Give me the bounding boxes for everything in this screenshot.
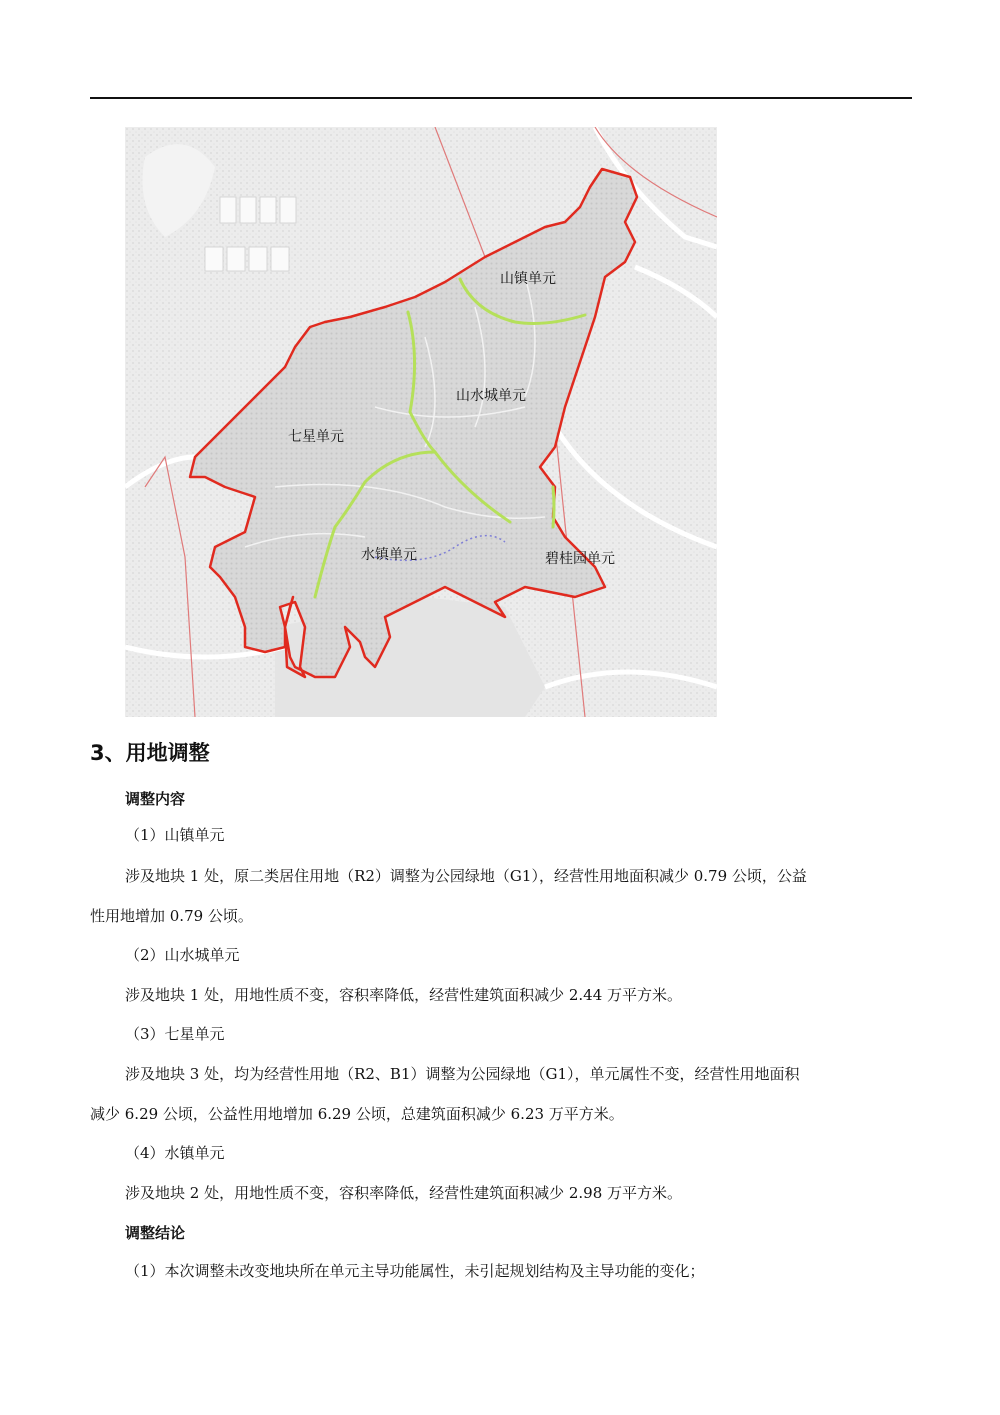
item-1-text-line1: 涉及地块 1 处，原二类居住用地（R2）调整为公园绿地（G1），经营性用地面积减少 0.79 公顷，公益 bbox=[125, 867, 807, 885]
label-biguiyuan: 碧桂园单元 bbox=[545, 551, 615, 567]
item-4-text-line1: 涉及地块 2 处，用地性质不变，容积率降低，经营性建筑面积减少 2.98 万平方米。 bbox=[125, 1184, 683, 1202]
label-shuizhen: 水镇单元 bbox=[361, 547, 417, 563]
label-shanshuicheng: 山水城单元 bbox=[456, 388, 526, 404]
section-heading: 3、用地调整 bbox=[90, 741, 210, 765]
item-3-text-line2: 减少 6.29 公顷，公益性用地增加 6.29 公顷，总建筑面积减少 6.23 万平方米。 bbox=[90, 1105, 624, 1123]
adjust-content-title: 调整内容 bbox=[125, 790, 186, 808]
header-rule bbox=[90, 97, 912, 99]
conclusion-title: 调整结论 bbox=[125, 1224, 186, 1242]
item-3-title: （3）七星单元 bbox=[125, 1025, 225, 1043]
label-shanzhen: 山镇单元 bbox=[500, 271, 556, 287]
item-2-title: （2）山水城单元 bbox=[125, 946, 240, 964]
item-2-text-line1: 涉及地块 1 处，用地性质不变，容积率降低，经营性建筑面积减少 2.44 万平方米。 bbox=[125, 986, 683, 1004]
item-1-title: （1）山镇单元 bbox=[125, 826, 225, 844]
item-1-text-line2: 性用地增加 0.79 公顷。 bbox=[90, 907, 253, 925]
conclusion-line1: （1）本次调整未改变地块所在单元主导功能属性，未引起规划结构及主导功能的变化； bbox=[125, 1262, 705, 1280]
unit-map bbox=[125, 127, 717, 717]
item-3-text-line1: 涉及地块 3 处，均为经营性用地（R2、B1）调整为公园绿地（G1），单元属性不变，经营性用地面积 bbox=[125, 1065, 800, 1083]
label-qixing: 七星单元 bbox=[288, 429, 344, 445]
item-4-title: （4）水镇单元 bbox=[125, 1144, 225, 1162]
